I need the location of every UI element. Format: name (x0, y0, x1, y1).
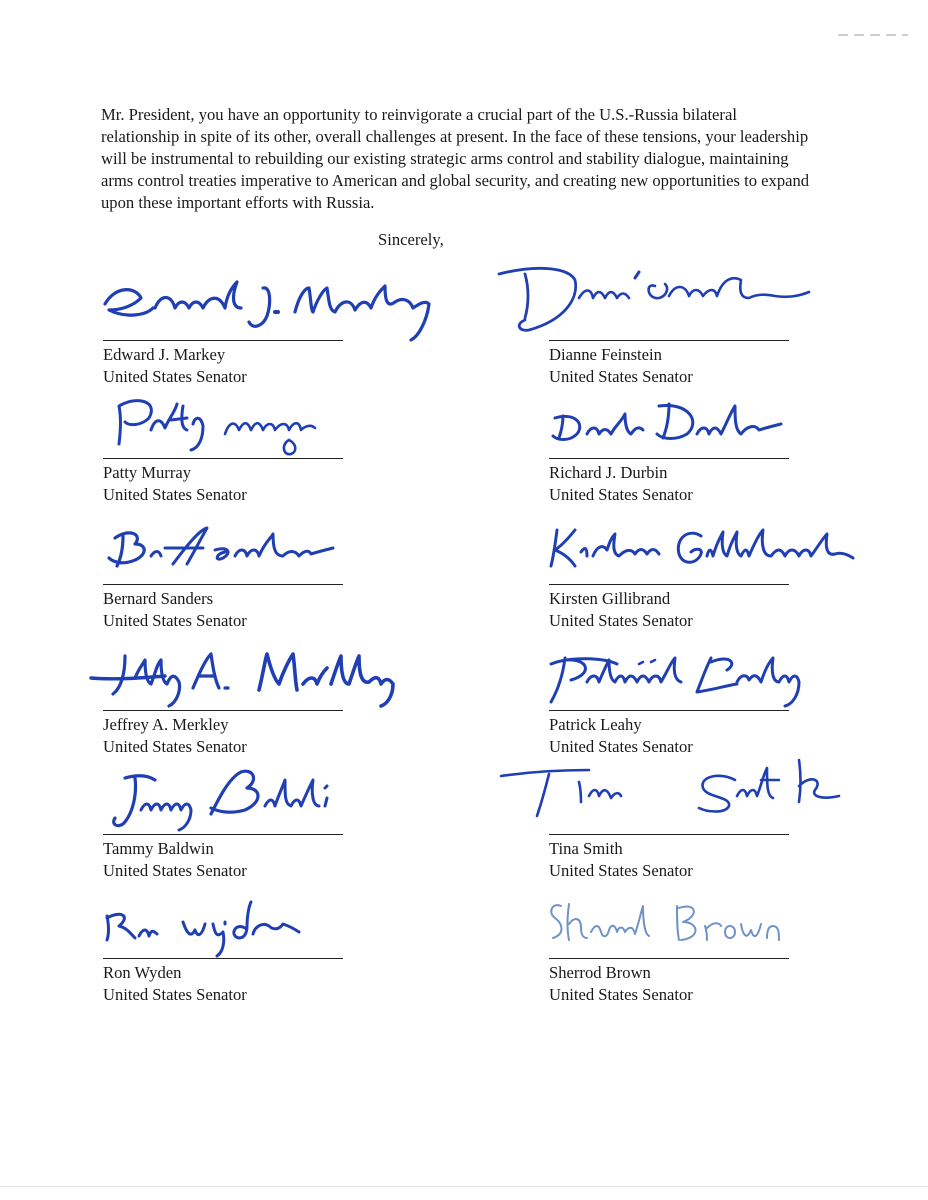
signature-line (549, 710, 789, 711)
signatory-name: Dianne Feinstein (549, 345, 662, 364)
signature-line (549, 340, 789, 341)
signature-block-merkley (103, 656, 443, 766)
signature-block-baldwin (103, 780, 443, 890)
signatory-name: Bernard Sanders (103, 589, 214, 608)
page-bottom-edge (0, 1186, 928, 1187)
signature-block-gillibrand (549, 530, 889, 640)
signature-line (103, 458, 343, 459)
signatory-name: Edward J. Markey (103, 345, 226, 364)
signature-merkley (95, 634, 475, 726)
signatory-name: Tina Smith (549, 839, 623, 858)
signature-line (103, 710, 343, 711)
signatory-name: Patrick Leahy (549, 715, 642, 734)
letter-closing: Sincerely, (378, 230, 444, 249)
signature-brown (541, 882, 921, 974)
signature-block-sanders (103, 530, 443, 640)
signature-line (549, 834, 789, 835)
signatory-title: United States Senator (549, 367, 693, 386)
signatory-name: Sherrod Brown (549, 963, 651, 982)
signature-leahy (541, 634, 921, 726)
signatory-title: United States Senator (103, 737, 247, 756)
signature-line (549, 458, 789, 459)
signature-line (103, 584, 343, 585)
signature-line (549, 584, 789, 585)
signatory-name: Kirsten Gillibrand (549, 589, 671, 608)
signatory-title: United States Senator (549, 861, 693, 880)
signature-block-durbin (549, 404, 889, 514)
signatory-title: United States Senator (549, 985, 693, 1004)
signature-smith (499, 746, 879, 838)
signature-block-smith (549, 780, 889, 890)
signature-sanders (95, 508, 475, 600)
signature-line (103, 340, 343, 341)
signature-block-murray (103, 404, 443, 514)
signature-baldwin (95, 758, 475, 850)
signature-markey (95, 264, 475, 356)
signatory-title: United States Senator (103, 985, 247, 1004)
signature-wyden (95, 882, 475, 974)
signature-block-markey (103, 286, 443, 396)
signatory-title: United States Senator (549, 737, 693, 756)
scan-artifact (838, 34, 908, 36)
letter-body-paragraph: Mr. President, you have an opportunity to reinvigorate a crucial part of the U.S.-Russia bilateral relationship in spite of its other, overall challenges at present. In the face of these tensions, your leadership will be instrumental to rebuilding our existing strategic arms control and stability dialogue, maintaining arms control treaties imperative to American and global security, and creating new opportunities to expand upon these important efforts with Russia. (101, 105, 810, 212)
signature-block-brown (549, 904, 889, 1014)
signatory-title: United States Senator (103, 367, 247, 386)
signatory-name: Richard J. Durbin (549, 463, 668, 482)
signatory-name: Jeffrey A. Merkley (103, 715, 229, 734)
signature-gillibrand (541, 508, 921, 600)
signature-block-feinstein (549, 286, 889, 396)
signatory-name: Ron Wyden (103, 963, 182, 982)
signature-feinstein (479, 258, 859, 350)
signature-durbin (541, 382, 921, 474)
signatory-title: United States Senator (549, 485, 693, 504)
signature-line (103, 834, 343, 835)
signatory-title: United States Senator (549, 611, 693, 630)
signatory-name: Tammy Baldwin (103, 839, 214, 858)
signatory-title: United States Senator (103, 861, 247, 880)
signatory-name: Patty Murray (103, 463, 192, 482)
signatory-title: United States Senator (103, 611, 247, 630)
signature-murray (95, 382, 475, 474)
signature-line (103, 958, 343, 959)
signature-block-wyden (103, 904, 443, 1014)
signature-line (549, 958, 789, 959)
signatory-title: United States Senator (103, 485, 247, 504)
